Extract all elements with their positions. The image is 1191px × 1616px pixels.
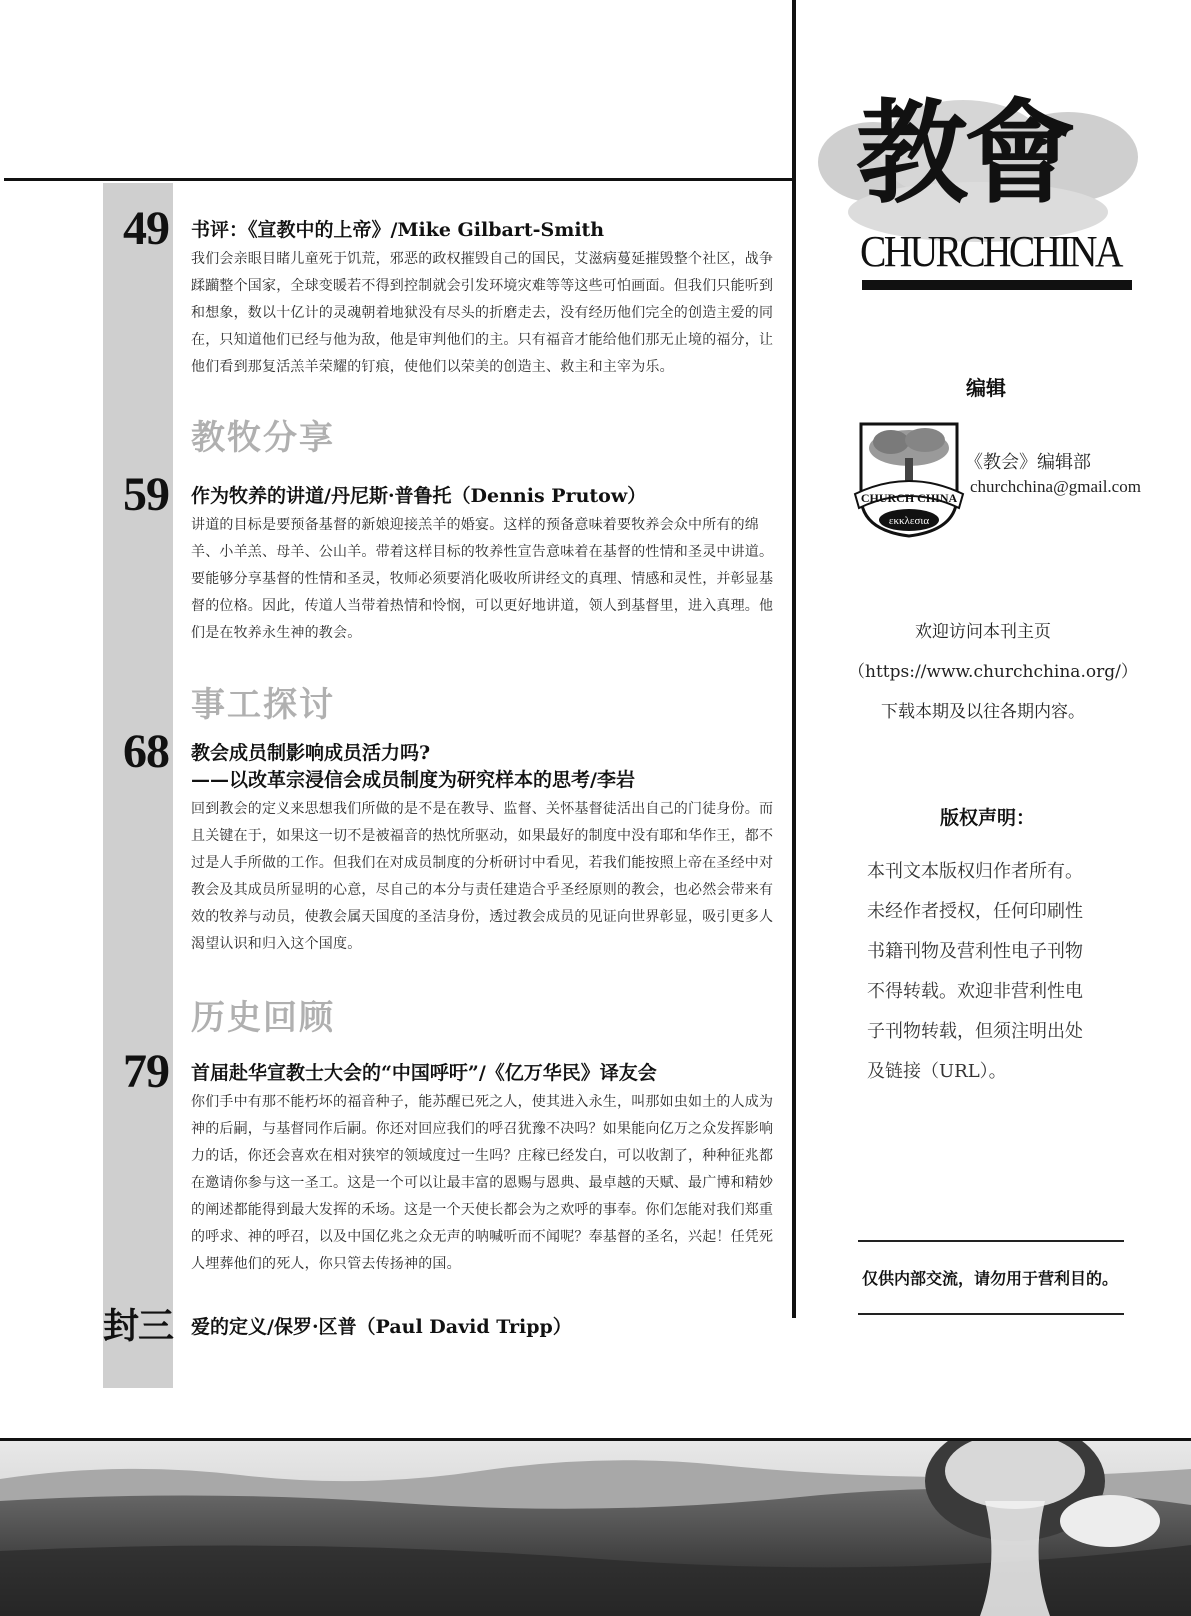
section-heading-history: 历史回顾 [191,998,335,1038]
copyright-text: 本刊文本版权归作者所有。 未经作者授权，任何印刷性 书籍刊物及营利性电子刊物 不得转载。欢迎非营利性电 子刊物转载，但须注明出处 及链接（URL）。 [867,861,1083,1082]
editor-name: 《教会》编辑部 [965,452,1091,473]
entry-title[interactable]: 教会成员制影响成员活力吗? [191,742,431,764]
church-china-badge-icon [853,418,965,538]
page-number: 59 [123,468,169,521]
toc-entry-68[interactable] [103,725,783,958]
notice-rule-top [858,1240,1124,1242]
page-number: 68 [123,725,169,778]
entry-title[interactable]: 书评：《宣教中的上帝》/Mike Gilbart-Smith [191,219,605,241]
logo-title-cjk: 教會 [856,88,1072,219]
copyright-heading: 版权声明： [940,807,1036,829]
section-heading-pastoral: 教牧分享 [191,418,335,458]
top-divider [4,178,796,181]
svg-text:CHURCH CHINA: CHURCH CHINA [860,491,958,505]
entry-title[interactable]: 作为牧养的讲道/丹尼斯·普鲁托（Dennis Prutow） [191,485,647,507]
landscape-photo [0,1441,1191,1616]
page-number: 79 [123,1045,169,1098]
section-heading-ministry: 事工探讨 [191,685,335,725]
toc-entry-59[interactable] [103,468,783,647]
masthead-logo [808,88,1178,292]
column-divider [792,0,796,1318]
entry-subtitle[interactable]: ——以改革宗浸信会成员制度为研究样本的思考/李岩 [191,769,635,791]
toc-entry-back-cover[interactable] [103,1305,783,1347]
entry-summary: 你们手中有那不能朽坏的福音种子，能苏醒已死之人，使其进入永生，叫那如虫如土的人成为 神的后嗣，与基督同作后嗣。你还对回应我们的呼召犹豫不决吗？如果能向亿万之众发挥影响 力的话，你还会喜欢在相对狭窄的领域度过一生吗？庄稼已经发白，可以收割了，种种征兆都 在邀请你参与这一圣工。这是一个可以让最丰富的恩赐与恩典、最卓越的天赋、最广博和精妙 的阐述都能得到最大发挥的禾场。这是一个天使长都会为之欢呼的事奉。你们怎能对我们郑重 的呼求、神的呼召，以及中国亿兆之众无声的呐喊听而不闻呢？奉基督的圣名，兴起！任凭死 人埋葬他们的死人，你只管去传扬神的国。 [191,1094,774,1272]
entry-summary: 回到教会的定义来思想我们所做的是不是在教导、监督、关怀基督徒活出自己的门徒身份。而 且关键在于，如果这一切不是被福音的热忱所驱动，如果最好的制度中没有耶和华作王，都不 过是人手所做的工作。但我们在对成员制度的分析研讨中看见，若我们能按照上帝在圣经中对 教会及其成员所显明的心意，尽自己的本分与责任建造合乎圣经原则的教会，也必然会带来有 效的牧养与动员，使教会属天国度的圣洁身份，透过教会成员的见证向世界彰显，吸引更多人 渴望认识和归入这个国度。 [191,801,774,952]
toc-entry-49[interactable] [103,202,783,381]
visit-line-3: 下载本期及以往各期内容。 [881,702,1085,722]
svg-text:εκκλεσια: εκκλεσια [888,515,930,527]
logo-underline [862,280,1132,290]
page-number: 封三 [103,1305,174,1347]
visit-line-1: 欢迎访问本刊主页 [915,622,1051,642]
entry-title[interactable]: 爱的定义/保罗·区普（Paul David Tripp） [191,1316,572,1338]
homepage-url-link[interactable]: （https://www.churchchina.org/） [848,662,1138,682]
logo-title-en: CHURCHCHINA [860,227,1121,276]
entry-summary: 讲道的目标是要预备基督的新娘迎接羔羊的婚宴。这样的预备意味着要牧养会众中所有的绵 羊、小羊羔、母羊、公山羊。带着这样目标的牧养性宣告意味着在基督的性情和圣灵中讲道。 要能够分享基督的性情和圣灵，牧师必须要消化吸收所讲经文的真理、情感和灵性，并彰显基 督的位格。因此，传道人当带着热情和怜悯，可以更好地讲道，领人到基督里，进入真理。他 们是在牧养永生神的教会。 [191,517,774,641]
internal-use-notice: 仅供内部交流，请勿用于营利目的。 [862,1269,1119,1288]
entry-summary: 我们会亲眼目睹儿童死于饥荒，邪恶的政权摧毁自己的国民，艾滋病蔓延摧毁整个社区，战争 蹂躏整个国家，全球变暖若不得到控制就会引发环境灾难等等这些可怕画面。但我们只能听到 和想象，数以十亿计的灵魂朝着地狱没有尽头的折磨走去，没有经历他们完全的创造主爱的同 在，只知道他们已经与他为敌，他是审判他们的主。只有福音才能给他们那无止境的福分，让 他们看到那复活羔羊荣耀的钉痕，使他们以荣美的创造主、救主和主宰为乐。 [191,251,774,375]
entry-title[interactable]: 首届赴华宣教士大会的“中国呼吁”/《亿万华民》译友会 [191,1062,657,1084]
editor-email-link[interactable]: churchchina@gmail.com [970,477,1141,496]
notice-rule-bottom [858,1313,1124,1315]
page-number: 49 [123,202,169,255]
editor-heading: 编辑 [966,376,1006,400]
toc-entry-79[interactable] [103,1045,783,1278]
